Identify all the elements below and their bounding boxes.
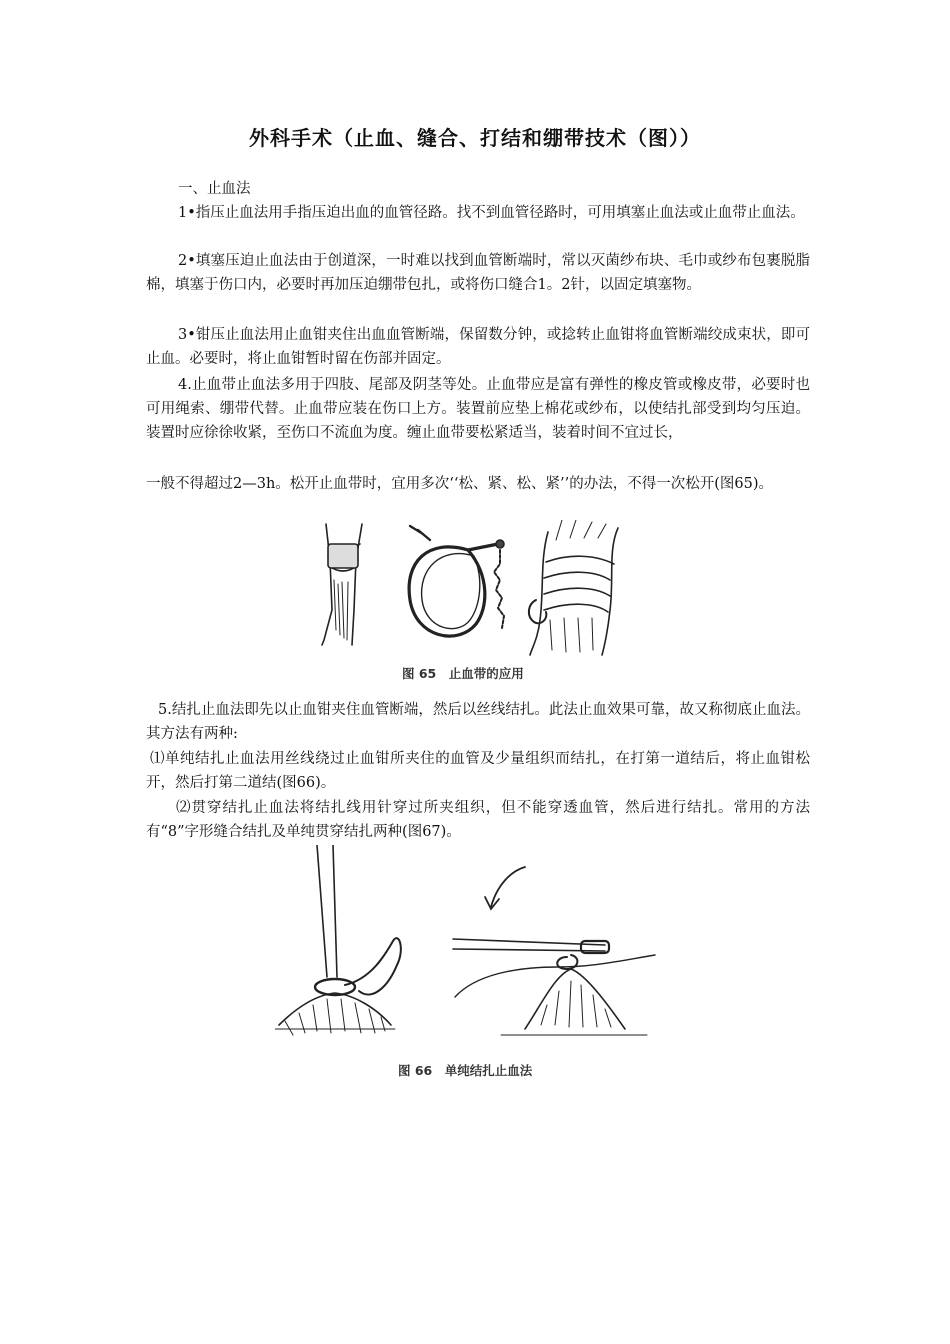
paragraph-tourniquet: 4.止血带止血法多用于四肢、尾部及阴茎等处。止血带应是富有弹性的橡皮管或橡皮带，必要时也可用绳索、绷带代替。止血带应装在伤口上方。装置前应垫上棉花或纱布，以使结扎部受到均匀压迫。装置时应徐徐收紧，至伤口不流血为度。缠止血带要松紧适当，装着时间不宜过长， [146, 377, 810, 441]
paragraph-ligation: 5.结扎止血法即先以止血钳夹住血管断端，然后以丝线结扎。此法止血效果可靠，故又称彻底止血法。其方法有两种: [146, 702, 810, 742]
page-title: 外科手术（止血、缝合、打结和绷带技术（图）） [249, 126, 701, 150]
paragraph-packing-pressure: 2•填塞压迫止血法由于创道深，一时难以找到血管断端时，常以灭菌纱布块、毛巾或纱布包裹脱脂棉，填塞于伤口内，必要时再加压迫绷带包扎，或将伤口缝合1。2针，以固定填塞物。 [146, 253, 810, 293]
paragraph-transfixion-ligation: ⑵贯穿结扎止血法将结扎线用针穿过所夹组织，但不能穿透血管，然后进行结扎。常用的方法有“8”字形缝合结扎及单纯贯穿结扎两种(图67)。 [146, 800, 810, 840]
paragraph-simple-ligation: ⑴单纯结扎止血法用丝线绕过止血钳所夹住的血管及少量组织而结扎，在打第一道结后，将止血钳松开，然后打第二道结(图66)。 [146, 751, 810, 791]
paragraph-tourniquet-continued: 一般不得超过2—3h。松开止血带时，宜用多次‘‘松、紧、松、紧’’的办法，不得一次松开(图65)。 [146, 476, 773, 492]
figure-65-illustration [318, 520, 638, 660]
paragraph-clamp-pressure: 3•钳压止血法用止血钳夹住出血血管断端，保留数分钟，或捻转止血钳将血管断端绞成束状，即可止血。必要时，将止血钳暂时留在伤部并固定。 [146, 327, 810, 367]
paragraph-finger-pressure: 1•指压止血法用手指压迫出血的血管径路。找不到血管径路时，可用填塞止血法或止血带止血法。 [178, 205, 805, 221]
figure-66-caption: 图 66 单纯结扎止血法 [398, 1063, 533, 1078]
figure-66-illustration [275, 845, 675, 1045]
figure-65-caption: 图 65 止血带的应用 [402, 666, 524, 681]
section-heading-hemostasis: 一、止血法 [178, 181, 251, 197]
